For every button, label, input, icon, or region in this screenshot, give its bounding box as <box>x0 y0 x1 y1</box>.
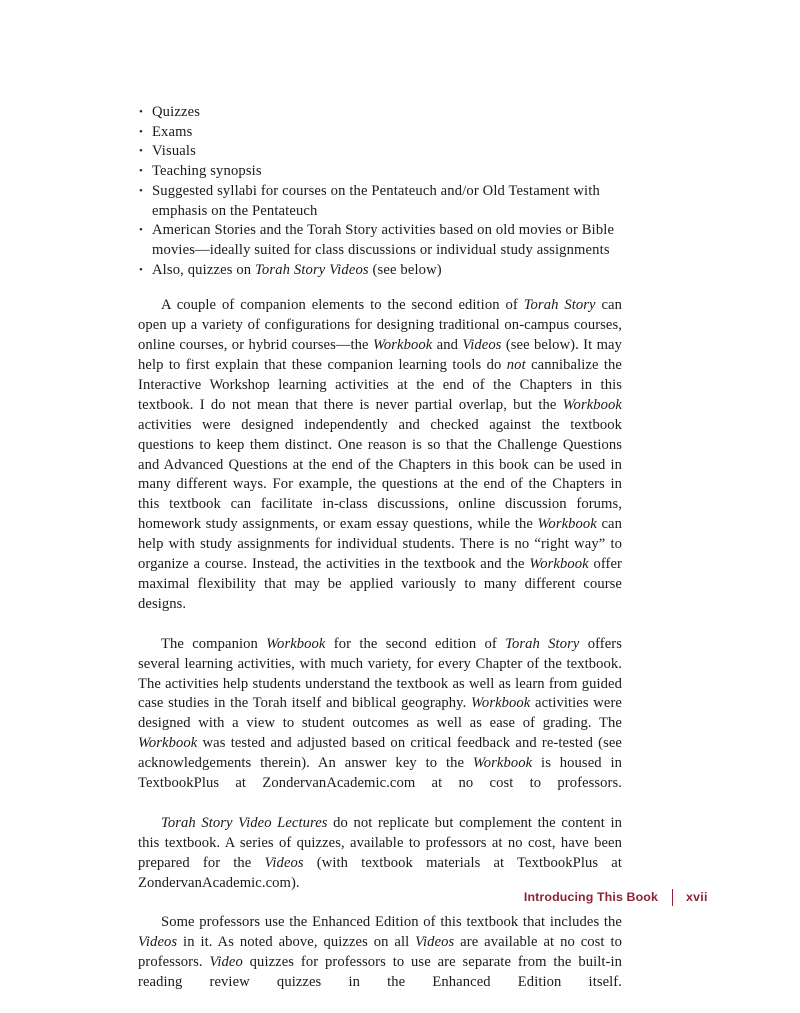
list-item <box>138 221 622 260</box>
paragraph-video-lectures: Torah Story Video Lectures do not replicate but complement the content in this textbook. A series of quizzes, available to professors at no cost, have been prepared for the Videos (with textbook materials at TextbookPlus at ZondervanAcademic.com). <box>138 814 622 891</box>
list-item <box>138 142 622 162</box>
list-item-text-tail: (see below) <box>368 261 442 278</box>
list-item-text: Teaching synopsis <box>152 163 262 180</box>
feature-bullet-list <box>138 103 622 280</box>
list-item-text: Exams <box>152 123 193 140</box>
list-item <box>138 103 622 123</box>
italic-run: Videos <box>138 934 178 951</box>
italic-run: Workbook <box>537 516 597 533</box>
italic-run: Videos <box>462 337 502 354</box>
list-item <box>138 162 622 182</box>
italic-run: Workbook <box>372 337 433 354</box>
footer-section-title: Introducing This Book <box>523 890 658 904</box>
list-item-text: Suggested syllabi for courses on the Pentateuch and/or Old Testament with emphasis on the Pentateuch <box>152 182 600 219</box>
paragraph-enhanced-edition: Some professors use the Enhanced Edition of this textbook that includes the Videos in it. As noted above, quizzes on all Videos are available at no cost to professors. Video quizzes for professors to use are separate from the built-in reading review quizzes in the Enhanced Edition itself. <box>138 914 622 991</box>
page-content <box>138 103 622 1013</box>
list-item <box>138 182 622 221</box>
footer-page-number: xvii <box>686 890 708 904</box>
italic-run: Torah Story <box>523 297 596 314</box>
italic-run: Workbook <box>529 556 589 573</box>
italic-run: Videos <box>264 854 304 871</box>
list-item <box>138 123 622 143</box>
page-footer <box>138 885 712 909</box>
list-item <box>138 261 622 281</box>
list-item-text: American Stories and the Torah Story activities based on old movies or Bible movies—ideally suited for class discussions or individual study assignments <box>152 222 615 258</box>
list-item-text: Quizzes <box>152 104 201 120</box>
paragraph-companion-elements: A couple of companion elements to the second edition of Torah Story can open up a variety of configurations for designing traditional on-campus courses, online courses, or hybrid courses—the Workbook and Videos (see below). It may help to first explain that these companion learning tools do not cannibalize the Interactive Workshop learning activities at the end of the Chapters in this textbook. I do not mean that there is never partial overlap, but the Workbook activities were designed independently and checked against the textbook questions to keep them distinct. One reason is so that the Challenge Questions and Advanced Questions at the end of the Chapters in this book can be used in many different ways. For example, the questions at the end of the Chapters in this textbook can facilitate in-class discussions, online discussion forums, homework study assignments, or exam essay questions, while the Workbook can help with study assignments for individual students. There is no “right way” to organize a course. Instead, the activities in the textbook and the Workbook offer maximal flexibility that may be applied variously to many different course designs. <box>138 297 622 612</box>
italic-run: Workbook <box>266 635 326 652</box>
footer-divider <box>672 889 673 906</box>
italic-run: Videos <box>415 934 455 951</box>
list-item-text: Visuals <box>152 143 196 160</box>
italic-run: Workbook <box>471 695 531 712</box>
italic-run: not <box>506 357 526 374</box>
italic-run: Workbook <box>562 396 622 413</box>
italic-run: Torah Story Video Lectures <box>161 814 328 831</box>
italic-run: Workbook <box>138 735 198 752</box>
list-item-italic-title: Torah Story Videos <box>255 261 369 278</box>
italic-run: Torah Story <box>505 635 580 652</box>
italic-run: Video <box>209 954 243 971</box>
list-item-text: Also, quizzes on <box>152 261 255 278</box>
paragraph-companion-workbook: The companion Workbook for the second edition of Torah Story offers several learning activities, with much variety, for every Chapter of the textbook. The activities help students understand the textbook as well as learn from guided case studies in the Torah itself and biblical geography. Workbook activities were designed with a view to student outcomes as well as ease of grading. The Workbook was tested and adjusted based on critical feedback and re-tested (see acknowledgements therein). An answer key to the Workbook is housed in TextbookPlus at ZondervanAcademic.com at no cost to professors. <box>138 635 623 792</box>
italic-run: Workbook <box>472 755 533 772</box>
